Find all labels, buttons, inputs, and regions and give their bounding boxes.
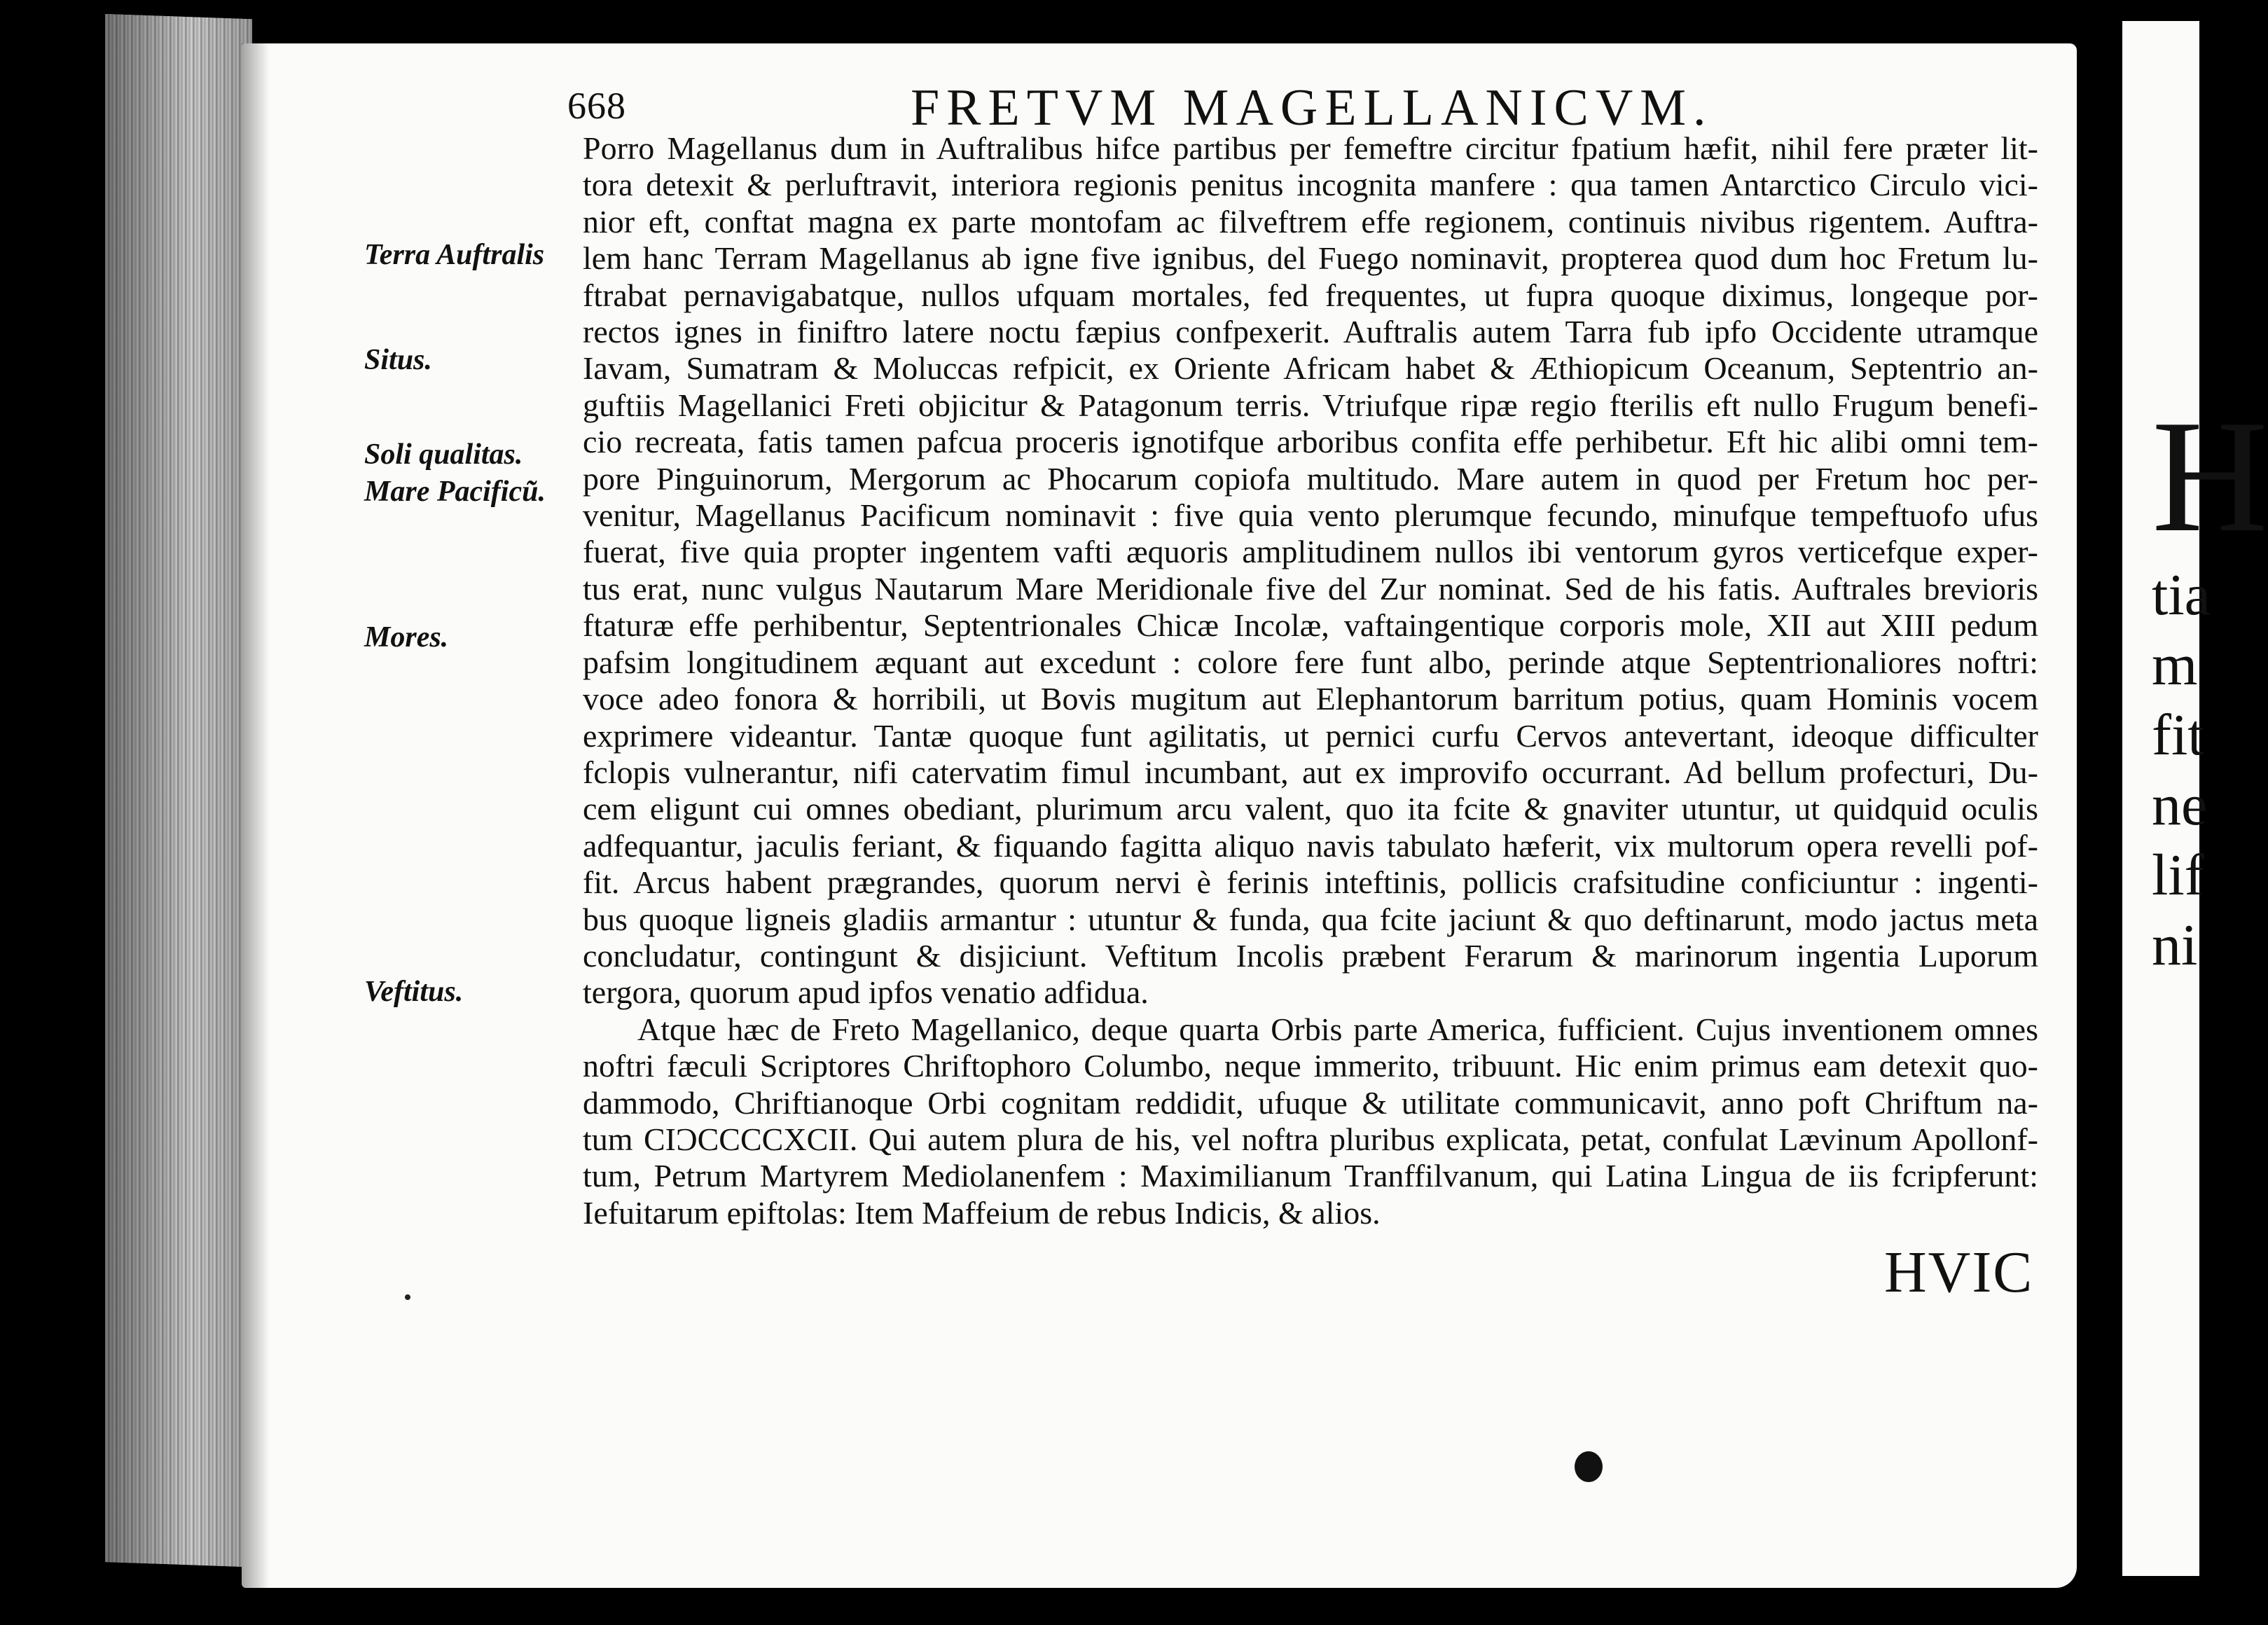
facing-page-fragment: fit [2152,703,2204,768]
margin-note-mare-pacificum: Mare Pacificũ. [364,476,546,508]
page-header [567,78,2038,137]
text-line: bus quoque ligneis gladiis armantur : utuntur & funda, qua fcite jaciunt & quo deftinarunt, modo jactus meta [583,901,2038,937]
running-title: FRETVM MAGELLANICVM. [911,79,1713,137]
text-line: concludatur, contingunt & disjiciunt. Veftitum Incolis præbent Ferarum & marinorum ingentia Luporum [583,937,2038,974]
text-line: nior eft, conftat magna ex parte montofam ac filveftrem effe regionem, continuis nivibus rigentem. Auftra- [583,203,2038,240]
text-line: ftaturæ effe perhibentur, Septentrionales Chicæ Incolæ, vaftaingentique corporis mole, XII aut XIII pedum [583,607,2038,644]
text-line: Porro Magellanus dum in Auftralibus hifce partibus per femeftre circitur fpatium hæfit, nihil fere præter lit- [583,130,2038,166]
margin-note-mores: Mores. [364,621,449,654]
text-line: fclopis vulnerantur, nifi catervatim fimul incumbant, aut ex improvifo occurrant. Ad bellum profecturi, Du- [583,754,2038,790]
facing-page-fragment: m [2152,632,2198,698]
text-line: tus erat, nunc vulgus Nautarum Mare Meridionale five del Zur nominat. Sed de his fatis. Auftrales brevioris [583,570,2038,607]
page-gutter-shadow [242,43,270,1588]
text-line: tum, Petrum Martyrem Mediolanenfem : Maximilianum Tranffilvanum, qui Latina Lingua de iis fcripferunt: [583,1158,2038,1194]
catchword: HVIC [1884,1240,2034,1305]
text-line: venitur, Magellanus Pacificum nominavit : five quia vento plerumque fecundo, minufque tempeftuofo ufus [583,497,2038,534]
margin-note-situs: Situs. [364,344,432,376]
ink-blot [1575,1451,1603,1482]
facing-page-fragment: ne [2152,773,2208,838]
text-line: exprimere videantur. Tantæ quoque funt agilitatis, ut pernici curfu Cervos antevertant, ideoque difficulter [583,717,2038,754]
text-line: voce adeo fonora & horribili, ut Bovis mugitum aut Elephantorum barritum potius, quam Hominis vocem [583,681,2038,717]
ink-speck [405,1294,410,1300]
facing-page-fragment: tia [2152,562,2211,628]
margin-note-vestitus: Veftitus. [364,976,464,1008]
text-line: lem hanc Terram Magellanus ab igne five ignibus, del Fuego nominavit, propterea quod dum hoc Fretum lu- [583,240,2038,277]
book-edge-shadow [105,14,252,1567]
text-line: tergora, quorum apud ipfos venatio adfidua. [583,974,1149,1011]
text-line: tora detexit & perluftravit, interiora regionis penitus incognita manfere : qua tamen Antarctico Circulo vici- [583,167,2038,203]
text-line: tum CIƆCCCCXCII. Qui autem plura de his, vel noftra pluribus explicata, petat, confulat Lævinum Apollonf- [583,1121,2038,1157]
text-line: pore Pinguinorum, Mergorum ac Phocarum copiofa multitudo. Mare autem in quod per Fretum hoc per- [583,460,2038,497]
page-number: 668 [567,85,626,127]
text-line: adfequantur, jaculis feriant, & fiquando fagitta aliquo navis tabulato hæferit, vix multorum opera revelli pof- [583,827,2038,864]
text-line: rectos ignes in finiftro latere noctu fæpius confpexerit. Auftralis autem Tarra fub ipfo Occidente utramque [583,314,2038,350]
text-line: pafsim longitudinem æquant aut excedunt : colore fere funt albo, perinde atque Septentrionaliores noftri: [583,644,2038,680]
text-line: Iefuitarum epiftolas: Item Maffeium de rebus Indicis, & alios. [583,1194,1381,1231]
text-line: guftiis Magellanici Freti objicitur & Patagonum terris. Vtriufque ripæ regio fterilis eft nullo Frugum benefi- [583,387,2038,423]
facing-page-fragment: lif [2152,843,2204,908]
text-line: fuerat, five quia propter ingentem vafti æquoris amplitudinem nullos ibi ventorum gyros verticefque exper- [583,534,2038,570]
body-text [583,130,2038,1231]
text-line: dammodo, Chriftianoque Orbi cognitam reddidit, ufuque & utilitate communicavit, anno poft Chriftum na- [583,1084,2038,1121]
text-line: Atque hæc de Freto Magellanico, deque quarta Orbis parte America, fufficient. Cujus inventionem omnes [637,1011,2038,1047]
facing-page-fragment: ni [2152,913,2198,978]
margin-note-soli-qualitas: Soli qualitas. [364,438,523,471]
facing-page-initial: H [2152,387,2268,565]
text-line: Iavam, Sumatram & Moluccas refpicit, ex Oriente Africam habet & Æthiopicum Oceanum, Septentrio an- [583,350,2038,387]
text-line: fit. Arcus habent prægrandes, quorum nervi è ferinis inteftinis, pollicis crafsitudine conficiuntur : ingenti- [583,864,2038,901]
facing-page-text [2152,387,2268,981]
text-line: noftri fæculi Scriptores Chriftophoro Columbo, neque immerito, tribuunt. Hic enim primus eam detexit quo- [583,1048,2038,1084]
text-line: cio recreata, fatis tamen pafcua proceris ignotifque arboribus confita effe perhibetur. Eft hic alibi omni tem- [583,424,2038,460]
margin-note-terra-australis: Terra Auftralis [364,239,545,271]
text-line: ftrabat pernavigabatque, nullos ufquam mortales, fed frequentes, ut fupra quoque diximus, longeque por- [583,277,2038,313]
text-line: cem eligunt cui omnes obediant, plurimum arcu valent, quo ita fcite & gnaviter utuntur, ut quidquid oculis [583,791,2038,827]
